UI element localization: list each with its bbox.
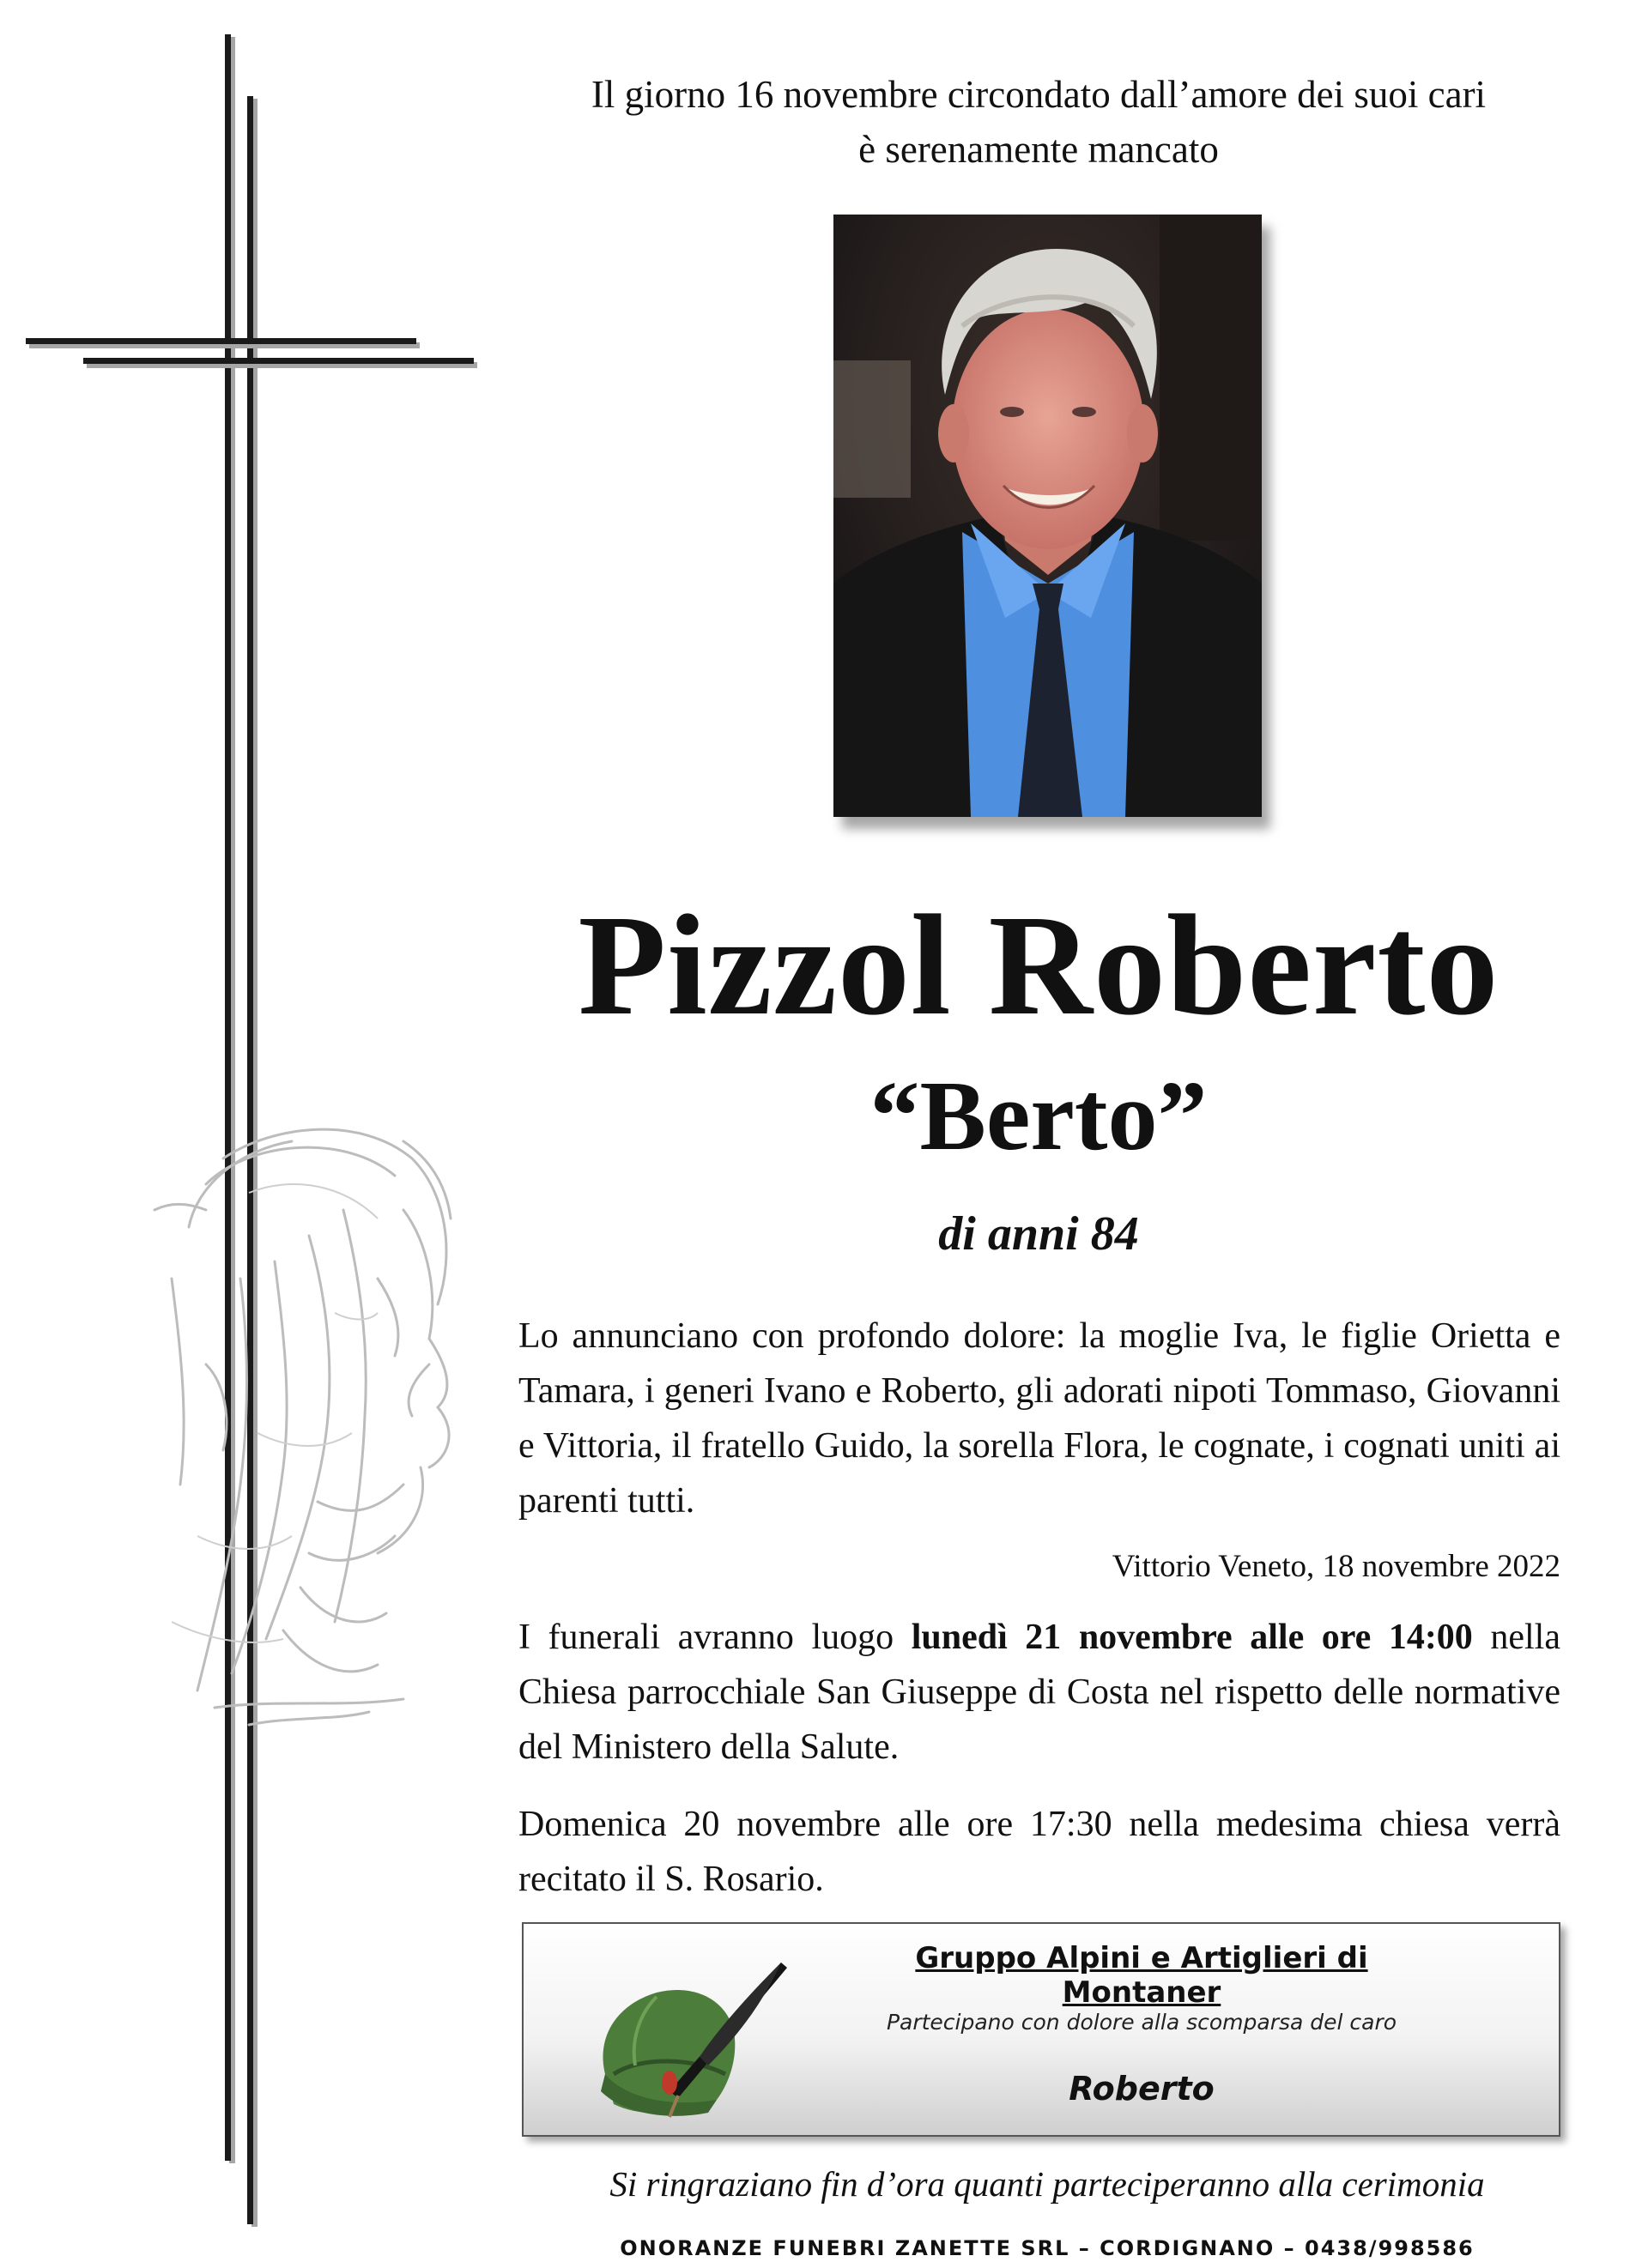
cross-horizontal-bar-secondary (83, 358, 474, 364)
rosary-paragraph: Domenica 20 novembre alle ore 17:30 nella medesima chiesa verrà recitato il S. Rosario. (518, 1805, 1560, 1899)
group-notice-box (522, 1922, 1560, 2137)
thanks-text: Si ringraziano fin d’ora quanti parteciperanno alla cerimonia (609, 2164, 1485, 2204)
cross-horizontal-bar (26, 338, 416, 344)
portrait-image-icon (833, 215, 1262, 817)
place-date: Vittorio Veneto, 18 novembre 2022 (1112, 1549, 1560, 1584)
cross-vertical-bar (225, 34, 231, 2161)
funeral-when: lunedì 21 novembre alle ore 14:00 (911, 1618, 1473, 1657)
group-deceased-name: Roberto (1069, 2070, 1215, 2108)
funeral-prefix: I funerali avranno luogo (518, 1618, 912, 1657)
deceased-age: di anni 84 (938, 1207, 1139, 1261)
funeral-home-footer: ONORANZE FUNEBRI ZANETTE SRL – CORDIGNANO – 0438/998586 (620, 2236, 1475, 2260)
funeral-paragraph (518, 1610, 1560, 1775)
portrait-photo (833, 215, 1262, 817)
group-message: Partecipano con dolore alla scomparsa del caro (886, 2010, 1397, 2035)
announcement-paragraph: Lo annunciano con profondo dolore: la moglie Iva, le figlie Orietta e Tamara, i generi Ivano e Roberto, gli adorati nipoti Tommaso, Giovanni e Vittoria, il fratello Guido, la sorella Flora, le cognate, i cognati uniti ai parenti tutti. (518, 1316, 1560, 1521)
intro-line-1: Il giorno 16 novembre circondato dall’amore dei suoi cari (591, 73, 1487, 116)
deceased-name: Pizzol Roberto (578, 886, 1500, 1045)
christ-sketch-icon (120, 1107, 489, 1742)
group-title: Gruppo Alpini e Artiglieri di Montaner (915, 1941, 1368, 2010)
funeral-suffix: nella Chiesa parrocchiale San Giuseppe di Costa nel rispetto delle normative del Ministero della Salute. (518, 1618, 1560, 1767)
intro-text (515, 67, 1562, 177)
intro-line-2: è serenamente mancato (858, 128, 1219, 171)
deceased-nickname: “Berto” (869, 1061, 1208, 1171)
alpini-hat-icon (588, 1945, 794, 2126)
